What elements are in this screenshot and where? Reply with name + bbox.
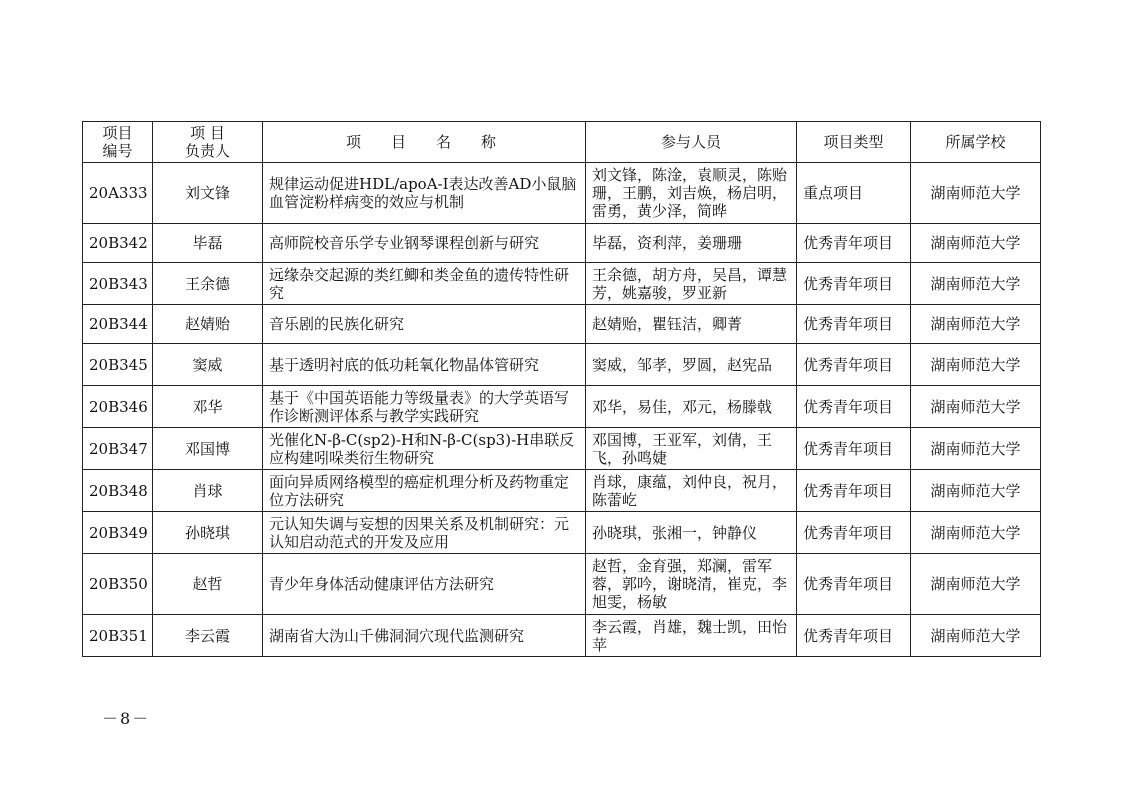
header-code-line-1: 项目 xyxy=(102,124,133,142)
project-name-cell: 光催化N-β-C(sp2)-H和N-β-C(sp3)-H串联反应构建吲哚类衍生物研究 xyxy=(263,428,586,470)
project-members-cell: 孙晓琪，张湘一，钟静仪 xyxy=(586,512,797,554)
header-code-line-2: 编号 xyxy=(102,142,133,160)
project-type-cell: 优秀青年项目 xyxy=(797,615,911,657)
project-members-cell: 王余德，胡方舟，吴昌，谭慧芳，姚嘉骏，罗亚新 xyxy=(586,263,797,305)
table-row xyxy=(83,512,1041,554)
project-school-cell: 湖南师范大学 xyxy=(911,263,1041,305)
header-leader-line-2: 负责人 xyxy=(184,142,230,160)
header-type: 项目类型 xyxy=(797,122,911,163)
header-code xyxy=(83,122,153,163)
table-body xyxy=(83,163,1041,657)
project-leader-cell: 孙晓琪 xyxy=(153,512,263,554)
project-leader-cell: 李云霞 xyxy=(153,615,263,657)
project-name-cell: 湖南省大沩山千佛洞洞穴现代监测研究 xyxy=(263,615,586,657)
table-row xyxy=(83,554,1041,615)
project-type-cell: 优秀青年项目 xyxy=(797,263,911,305)
project-type-cell: 优秀青年项目 xyxy=(797,470,911,512)
project-name-cell: 基于透明衬底的低功耗氧化物晶体管研究 xyxy=(263,344,586,386)
project-name-cell: 远缘杂交起源的类红鲫和类金鱼的遗传特性研究 xyxy=(263,263,586,305)
table-row xyxy=(83,470,1041,512)
project-members-cell: 刘文锋，陈淦，袁顺灵，陈贻珊，王鹏，刘吉焕，杨启明，雷勇，黄少泽，简晔 xyxy=(586,163,797,224)
project-code-cell: 20B349 xyxy=(83,512,153,554)
project-code-cell: 20B343 xyxy=(83,263,153,305)
project-type-cell: 重点项目 xyxy=(797,163,911,224)
project-leader-cell: 赵婧贻 xyxy=(153,305,263,344)
project-school-cell: 湖南师范大学 xyxy=(911,344,1041,386)
header-leader xyxy=(153,122,263,163)
project-leader-cell: 邓国博 xyxy=(153,428,263,470)
project-code-cell: 20B348 xyxy=(83,470,153,512)
table-row xyxy=(83,263,1041,305)
header-school: 所属学校 xyxy=(911,122,1041,163)
header-name: 项目名称 xyxy=(263,122,586,163)
project-name-cell: 音乐剧的民族化研究 xyxy=(263,305,586,344)
project-school-cell: 湖南师范大学 xyxy=(911,512,1041,554)
project-code-cell: 20B347 xyxy=(83,428,153,470)
table-row xyxy=(83,386,1041,428)
project-members-cell: 邓华，易佳，邓元，杨滕戟 xyxy=(586,386,797,428)
table-row xyxy=(83,344,1041,386)
project-leader-cell: 肖球 xyxy=(153,470,263,512)
table-row xyxy=(83,428,1041,470)
project-code-cell: 20B350 xyxy=(83,554,153,615)
project-code-cell: 20B346 xyxy=(83,386,153,428)
table-row xyxy=(83,224,1041,263)
project-leader-cell: 刘文锋 xyxy=(153,163,263,224)
project-type-cell: 优秀青年项目 xyxy=(797,344,911,386)
project-leader-cell: 毕磊 xyxy=(153,224,263,263)
project-type-cell: 优秀青年项目 xyxy=(797,305,911,344)
project-type-cell: 优秀青年项目 xyxy=(797,554,911,615)
project-school-cell: 湖南师范大学 xyxy=(911,428,1041,470)
project-code-cell: 20B345 xyxy=(83,344,153,386)
project-code-cell: 20B342 xyxy=(83,224,153,263)
table-row xyxy=(83,163,1041,224)
project-leader-cell: 窦威 xyxy=(153,344,263,386)
project-name-cell: 青少年身体活动健康评估方法研究 xyxy=(263,554,586,615)
project-name-cell: 面向异质网络模型的癌症机理分析及药物重定位方法研究 xyxy=(263,470,586,512)
project-type-cell: 优秀青年项目 xyxy=(797,224,911,263)
project-name-cell: 基于《中国英语能力等级量表》的大学英语写作诊断测评体系与教学实践研究 xyxy=(263,386,586,428)
project-school-cell: 湖南师范大学 xyxy=(911,305,1041,344)
page-number: －8－ xyxy=(102,709,151,728)
table-header-row xyxy=(83,122,1041,163)
project-members-cell: 窦威，邹孝，罗圆，赵宪品 xyxy=(586,344,797,386)
project-code-cell: 20B351 xyxy=(83,615,153,657)
project-members-cell: 赵婧贻，瞿钰洁，卿菁 xyxy=(586,305,797,344)
project-type-cell: 优秀青年项目 xyxy=(797,386,911,428)
project-name-cell: 规律运动促进HDL/apoA-I表达改善AD小鼠脑血管淀粉样病变的效应与机制 xyxy=(263,163,586,224)
project-school-cell: 湖南师范大学 xyxy=(911,163,1041,224)
project-school-cell: 湖南师范大学 xyxy=(911,615,1041,657)
project-members-cell: 毕磊，资利萍，姜珊珊 xyxy=(586,224,797,263)
project-code-cell: 20B344 xyxy=(83,305,153,344)
project-leader-cell: 王余德 xyxy=(153,263,263,305)
table-row xyxy=(83,615,1041,657)
project-leader-cell: 邓华 xyxy=(153,386,263,428)
project-school-cell: 湖南师范大学 xyxy=(911,470,1041,512)
project-school-cell: 湖南师范大学 xyxy=(911,224,1041,263)
table-row xyxy=(83,305,1041,344)
project-table xyxy=(82,121,1041,657)
project-members-cell: 肖球，康蕴，刘仲良，祝月，陈蕾屹 xyxy=(586,470,797,512)
project-code-cell: 20A333 xyxy=(83,163,153,224)
project-name-cell: 元认知失调与妄想的因果关系及机制研究：元认知启动范式的开发及应用 xyxy=(263,512,586,554)
header-members: 参与人员 xyxy=(586,122,797,163)
project-type-cell: 优秀青年项目 xyxy=(797,512,911,554)
project-school-cell: 湖南师范大学 xyxy=(911,386,1041,428)
project-members-cell: 邓国博，王亚军，刘倩，王飞，孙鸣婕 xyxy=(586,428,797,470)
project-name-cell: 高师院校音乐学专业钢琴课程创新与研究 xyxy=(263,224,586,263)
header-leader-line-1: 项 目 xyxy=(190,124,225,142)
project-type-cell: 优秀青年项目 xyxy=(797,428,911,470)
project-school-cell: 湖南师范大学 xyxy=(911,554,1041,615)
project-members-cell: 赵哲，金育强，郑澜，雷军蓉，郭吟，谢晓清，崔克，李旭雯，杨敏 xyxy=(586,554,797,615)
project-members-cell: 李云霞，肖雄，魏士凯，田怡苹 xyxy=(586,615,797,657)
project-leader-cell: 赵哲 xyxy=(153,554,263,615)
